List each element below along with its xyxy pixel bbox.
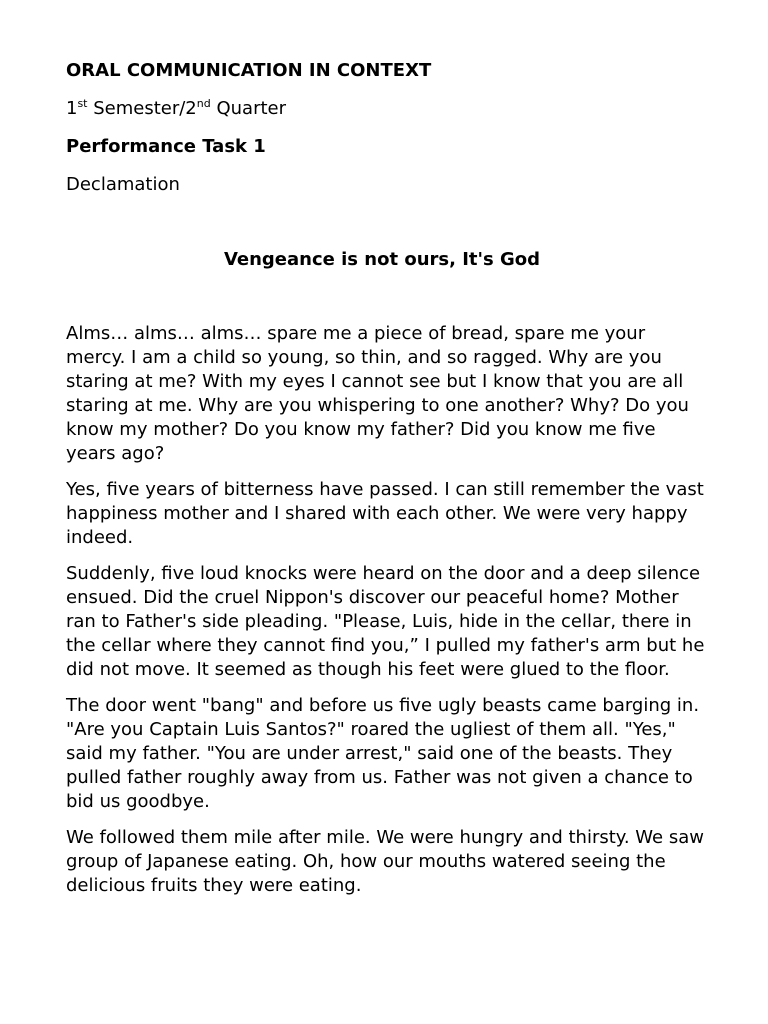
quarter-ordinal-suffix: nd <box>196 97 211 110</box>
paragraph-2: Yes, five years of bitterness have passed. I can still remember the vast happiness mother and I shared with each other. We were very happy indeed. <box>66 479 704 548</box>
paragraph-1: Alms… alms… alms… spare me a piece of bread, spare me your mercy. I am a child so young, so thin, and so ragged. Why are you staring at me? With my eyes I cannot see but I know that you are all staring at me. Why are you whispering to one another? Why? Do you know my mother? Do you know my father? Did you know me five years ago? <box>66 323 689 464</box>
paragraph-5: We followed them mile after mile. We were hungry and thirsty. We saw group of Japanese eating. Oh, how our mouths watered seeing the delicious fruits they were eating. <box>66 827 704 896</box>
document-page <box>66 58 706 910</box>
quarter-label: Quarter <box>210 98 286 119</box>
task-type: Declamation <box>66 174 180 195</box>
semester-quarter-line <box>66 96 706 122</box>
piece-title: Vengeance is not ours, It's God <box>223 249 541 270</box>
semester-ordinal-suffix: st <box>77 97 88 110</box>
semester-label: Semester/2 <box>87 98 197 119</box>
paragraph-3: Suddenly, five loud knocks were heard on the door and a deep silence ensued. Did the cruel Nippon's discover our peaceful home? Mother ran to Father's side pleading. "Please, Luis, hide in the cellar, there in the cellar where they cannot find you,” I pulled my father's arm but he did not move. It seemed as though his feet were glued to the floor. <box>66 563 705 680</box>
body-text <box>66 322 706 898</box>
semester-number: 1 <box>66 98 78 119</box>
task-title: Performance Task 1 <box>66 136 266 157</box>
course-title: ORAL COMMUNICATION IN CONTEXT <box>66 60 432 81</box>
paragraph-4: The door went "bang" and before us five ugly beasts came barging in. "Are you Captain Luis Santos?" roared the ugliest of them all. "Yes," said my father. "You are under arrest," said one of the beasts. They pulled father roughly away from us. Father was not given a chance to bid us goodbye. <box>66 695 700 812</box>
